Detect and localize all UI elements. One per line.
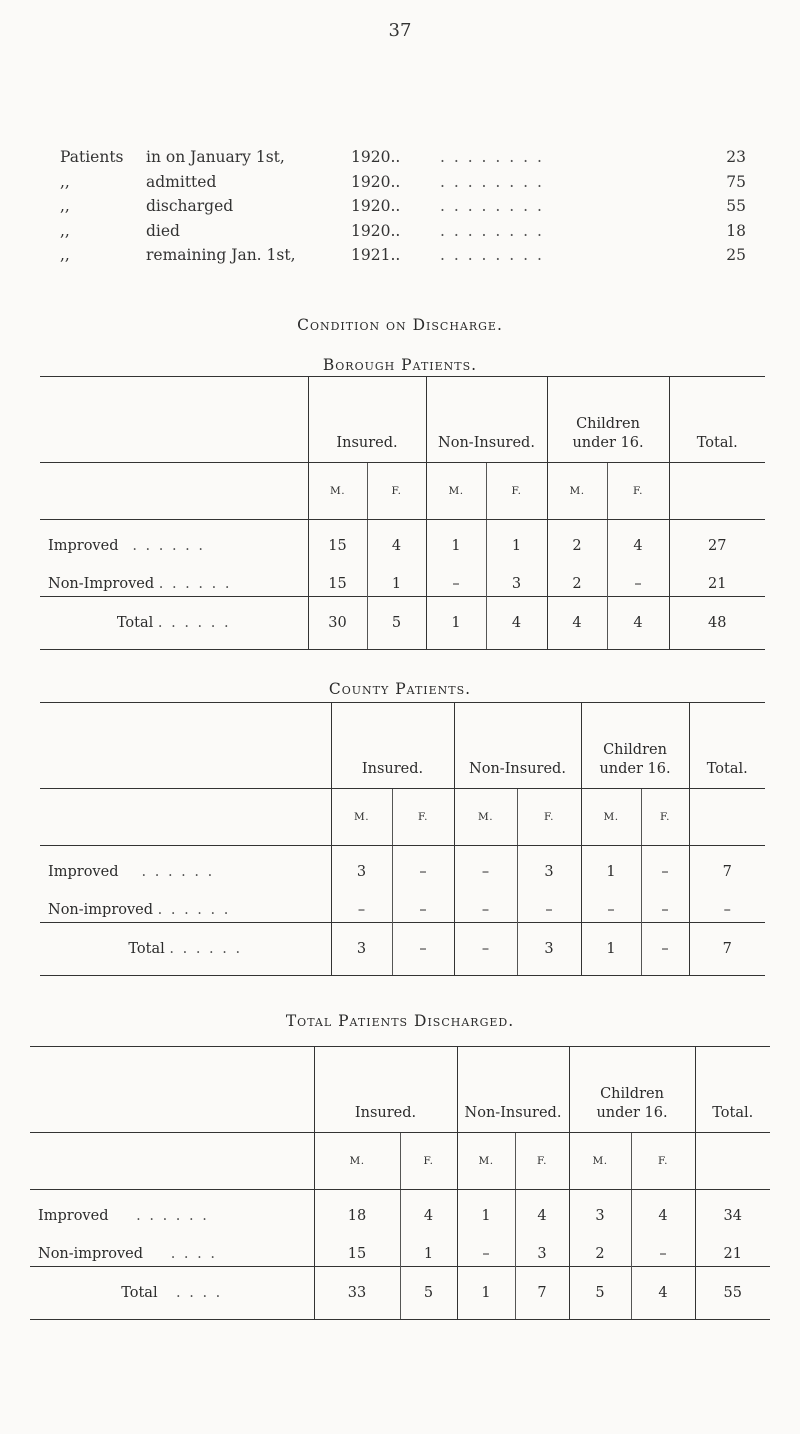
cell: 1 — [457, 1190, 515, 1243]
header-children-line1: Children — [600, 1085, 664, 1102]
row-leader-dots: . . . . — [176, 1285, 223, 1301]
row-label-text: Improved — [48, 864, 119, 880]
subheader-noninsured-f: F. — [517, 789, 581, 846]
cell: 3 — [486, 572, 547, 597]
header-children-line2: under 16. — [596, 1105, 668, 1122]
total-discharged-table-title: Total Patients Discharged. — [285, 1012, 515, 1030]
page-number: 37 — [388, 20, 412, 41]
table-row — [40, 846, 765, 899]
cell: 3 — [515, 1242, 569, 1267]
cell: 4 — [515, 1190, 569, 1243]
cell: 3 — [517, 923, 581, 976]
row-label-text: Improved — [38, 1208, 109, 1224]
cell: 15 — [314, 1242, 400, 1267]
row-label — [40, 846, 331, 899]
subheader-children-m: M. — [547, 463, 607, 520]
cell: 7 — [689, 846, 765, 899]
cell: 5 — [569, 1267, 631, 1320]
cell: 30 — [308, 597, 367, 650]
stat-prefix: Patients — [60, 148, 124, 166]
cell: – — [641, 923, 689, 976]
subheader-noninsured-m: M. — [426, 463, 486, 520]
row-label-text: Non-improved — [38, 1246, 144, 1262]
cell: – — [392, 898, 454, 923]
subheader-noninsured-f: F. — [515, 1133, 569, 1190]
row-label-text: Total — [116, 615, 154, 631]
condition-heading: Condition on Discharge. — [297, 316, 503, 334]
row-label-text: Non-improved — [48, 902, 154, 918]
row-leader-dots: . . . . . . — [157, 902, 231, 918]
header-children — [547, 377, 669, 463]
row-label — [40, 923, 331, 976]
header-total: Total. — [689, 703, 765, 789]
cell: 5 — [367, 597, 426, 650]
subheader-blank — [40, 463, 308, 520]
subheader-children-m: M. — [581, 789, 641, 846]
header-children-line1: Children — [603, 741, 667, 758]
cell: 1 — [486, 520, 547, 573]
stat-leader-dots: . . . . . . . . — [440, 221, 544, 240]
row-leader-dots: . . . . — [170, 1246, 217, 1262]
cell: 1 — [426, 597, 486, 650]
cell: 2 — [569, 1242, 631, 1267]
header-children-line2: under 16. — [572, 435, 644, 452]
cell: 3 — [331, 923, 392, 976]
row-label — [40, 898, 331, 923]
cell: 4 — [486, 597, 547, 650]
stat-value: 55 — [726, 197, 746, 215]
cell: 1 — [581, 846, 641, 899]
cell: 18 — [314, 1190, 400, 1243]
header-total: Total. — [669, 377, 765, 463]
cell: 55 — [695, 1267, 770, 1320]
table-row — [30, 1242, 770, 1267]
row-label-text: Non-Improved — [48, 576, 155, 592]
subheader-insured-f: F. — [392, 789, 454, 846]
cell: 1 — [457, 1267, 515, 1320]
cell: 34 — [695, 1190, 770, 1243]
header-blank — [40, 377, 308, 463]
stat-leader-dots: . . . . . . . . — [440, 246, 544, 264]
cell: 5 — [400, 1267, 457, 1320]
cell: 1 — [400, 1242, 457, 1267]
subheader-insured-f: F. — [367, 463, 426, 520]
cell: 4 — [400, 1190, 457, 1243]
stat-value: 23 — [726, 148, 746, 166]
table-row — [30, 1190, 770, 1243]
cell: 3 — [517, 846, 581, 899]
stat-text: in on January 1st, — [146, 148, 285, 166]
cell: – — [517, 898, 581, 923]
stat-text: admitted — [146, 172, 217, 191]
stat-row-admitted — [60, 173, 760, 198]
cell: – — [331, 898, 392, 923]
cell: 15 — [308, 520, 367, 573]
subheader-noninsured-m: M. — [457, 1133, 515, 1190]
row-leader-dots: . . . . . . — [169, 941, 243, 957]
cell: 7 — [689, 923, 765, 976]
row-leader-dots: . . . . . . — [158, 576, 232, 592]
stat-row-died — [60, 222, 760, 247]
header-non-insured: Non-Insured. — [454, 703, 581, 789]
row-label — [40, 520, 308, 573]
county-table-title: County Patients. — [328, 680, 472, 698]
cell: 1 — [426, 520, 486, 573]
row-label-text: Improved — [48, 538, 119, 554]
cell: – — [607, 572, 669, 597]
cell: 2 — [547, 520, 607, 573]
stat-leader-dots: . . . . . . . . — [440, 197, 544, 215]
subheader-total-blank — [695, 1133, 770, 1190]
subheader-children-m: M. — [569, 1133, 631, 1190]
subheader-blank — [40, 789, 331, 846]
header-blank — [40, 703, 331, 789]
table-row — [40, 520, 765, 573]
cell: 27 — [669, 520, 765, 573]
cell: – — [631, 1242, 695, 1267]
cell: – — [392, 846, 454, 899]
cell: 4 — [607, 597, 669, 650]
cell: 2 — [547, 572, 607, 597]
cell: – — [454, 923, 517, 976]
cell: 21 — [669, 572, 765, 597]
subheader-noninsured-m: M. — [454, 789, 517, 846]
header-total: Total. — [695, 1047, 770, 1133]
cell: 33 — [314, 1267, 400, 1320]
stat-prefix: ,, — [60, 172, 70, 191]
stat-row-remaining — [60, 246, 760, 271]
cell: – — [689, 898, 765, 923]
subheader-insured-m: M. — [331, 789, 392, 846]
total-row — [40, 923, 765, 976]
subheader-children-f: F. — [641, 789, 689, 846]
cell: 3 — [331, 846, 392, 899]
stat-year: 1920.. — [351, 221, 401, 240]
stat-prefix: ,, — [60, 221, 70, 240]
county-patients-table — [40, 702, 765, 976]
stat-leader-dots: . . . . . . . . — [440, 172, 544, 191]
header-insured: Insured. — [314, 1047, 457, 1133]
stat-year: 1920.. — [351, 148, 401, 166]
subheader-insured-m: M. — [314, 1133, 400, 1190]
stat-value: 18 — [726, 221, 746, 240]
stat-year: 1921.. — [351, 246, 401, 264]
row-leader-dots: . . . . . . — [132, 538, 206, 554]
header-children — [569, 1047, 695, 1133]
stat-row-discharged — [60, 197, 760, 222]
cell: 7 — [515, 1267, 569, 1320]
header-insured: Insured. — [308, 377, 426, 463]
row-label-text: Total — [128, 941, 165, 957]
stat-text: remaining Jan. 1st, — [146, 246, 296, 264]
row-leader-dots: . . . . . . — [141, 864, 215, 880]
total-discharged-table — [30, 1046, 770, 1320]
cell: 3 — [569, 1190, 631, 1243]
subheader-blank — [30, 1133, 314, 1190]
cell: 15 — [308, 572, 367, 597]
cell: 4 — [631, 1267, 695, 1320]
subheader-children-f: F. — [607, 463, 669, 520]
row-leader-dots: . . . . . . — [136, 1208, 209, 1224]
stat-value: 25 — [726, 246, 746, 264]
cell: – — [581, 898, 641, 923]
stat-prefix: ,, — [60, 246, 70, 264]
cell: 21 — [695, 1242, 770, 1267]
header-children-line1: Children — [576, 415, 640, 432]
borough-table-title: Borough Patients. — [322, 356, 478, 374]
row-leader-dots: . . . . . . — [157, 615, 231, 631]
subheader-insured-f: F. — [400, 1133, 457, 1190]
row-label — [30, 1267, 314, 1320]
subheader-insured-m: M. — [308, 463, 367, 520]
row-label — [30, 1190, 314, 1243]
subheader-noninsured-f: F. — [486, 463, 547, 520]
stat-leader-dots: . . . . . . . . — [440, 148, 544, 166]
cell: – — [641, 898, 689, 923]
cell: 4 — [631, 1190, 695, 1243]
cell: 1 — [367, 572, 426, 597]
stat-text: died — [146, 221, 180, 240]
stat-value: 75 — [726, 172, 746, 191]
subheader-children-f: F. — [631, 1133, 695, 1190]
cell: – — [454, 898, 517, 923]
header-non-insured: Non-Insured. — [426, 377, 547, 463]
header-insured: Insured. — [331, 703, 454, 789]
stat-text: discharged — [146, 197, 234, 215]
total-row — [30, 1267, 770, 1320]
cell: – — [392, 923, 454, 976]
row-label — [30, 1242, 314, 1267]
header-blank — [30, 1047, 314, 1133]
cell: – — [641, 846, 689, 899]
table-row — [40, 572, 765, 597]
subheader-total-blank — [689, 789, 765, 846]
stat-prefix: ,, — [60, 197, 70, 215]
stat-row-in — [60, 148, 760, 173]
cell: 1 — [581, 923, 641, 976]
row-label — [40, 597, 308, 650]
cell: – — [426, 572, 486, 597]
header-non-insured: Non-Insured. — [457, 1047, 569, 1133]
cell: – — [457, 1242, 515, 1267]
cell: 4 — [547, 597, 607, 650]
row-label-text: Total — [121, 1285, 158, 1301]
row-label — [40, 572, 308, 597]
header-children — [581, 703, 689, 789]
header-children-line2: under 16. — [599, 761, 671, 778]
cell: 4 — [607, 520, 669, 573]
total-row — [40, 597, 765, 650]
patient-stats-list — [60, 148, 760, 271]
stat-year: 1920.. — [351, 197, 401, 215]
cell: 48 — [669, 597, 765, 650]
table-row — [40, 898, 765, 923]
borough-patients-table — [40, 376, 765, 650]
cell: – — [454, 846, 517, 899]
subheader-total-blank — [669, 463, 765, 520]
stat-year: 1920.. — [351, 172, 401, 191]
cell: 4 — [367, 520, 426, 573]
